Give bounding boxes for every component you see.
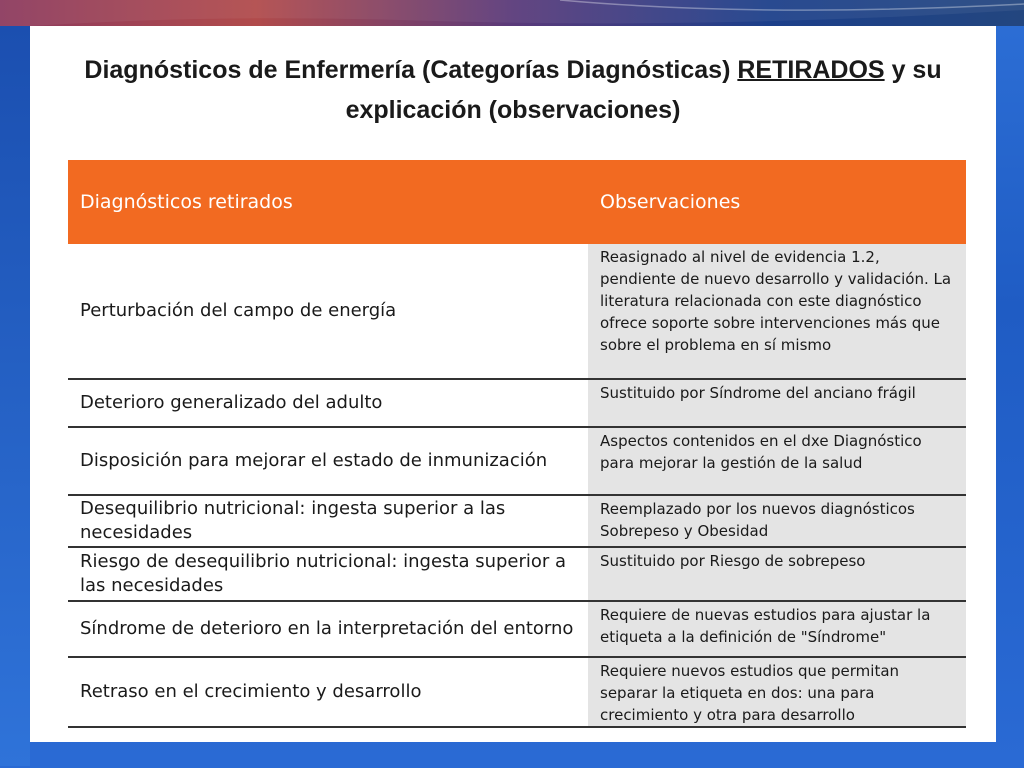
header-observations: Observaciones (600, 191, 741, 213)
title-underlined: RETIRADOS (737, 56, 885, 84)
table-row (68, 428, 966, 496)
observation-cell: Requiere de nuevas estudios para ajustar la etiqueta a la definición de "Síndrome" (588, 602, 966, 656)
diagnosis-cell: Perturbación del campo de energía (80, 300, 397, 321)
observation-cell: Sustituido por Síndrome del anciano frágil (588, 380, 966, 426)
diagnosis-cell: Disposición para mejorar el estado de inmunización (80, 450, 548, 471)
table-header (68, 160, 966, 244)
slide-panel (30, 26, 996, 742)
diagnosis-cell: Deterioro generalizado del adulto (80, 392, 383, 413)
title-part2: y su (891, 56, 942, 84)
slide-title (30, 50, 996, 130)
table-row (68, 496, 966, 548)
table-row (68, 380, 966, 428)
diagnosis-cell: Síndrome de deterioro en la interpretación del entorno (80, 618, 574, 639)
observation-cell: Requiere nuevos estudios que permitan separar la etiqueta en dos: una para crecimiento y otra para desarrollo (588, 658, 966, 726)
observation-cell: Reasignado al nivel de evidencia 1.2, pendiente de nuevo desarrollo y validación. La literatura relacionada con este diagnóstico ofrece soporte sobre intervenciones más que sobre el problema en sí mismo (588, 244, 966, 378)
table-row (68, 658, 966, 728)
table-row (68, 548, 966, 602)
table-row (68, 244, 966, 380)
diagnosis-cell: Desequilibrio nutricional: ingesta superior a las necesidades (80, 498, 506, 543)
observation-cell: Sustituido por Riesgo de sobrepeso (588, 548, 966, 600)
table-row (68, 602, 966, 658)
header-diagnoses: Diagnósticos retirados (80, 191, 293, 213)
left-decorative-band (0, 26, 30, 766)
diagnosis-cell: Riesgo de desequilibrio nutricional: ingesta superior a las necesidades (80, 551, 567, 596)
diagnosis-cell: Retraso en el crecimiento y desarrollo (80, 681, 422, 702)
retired-diagnoses-table (68, 160, 966, 728)
title-line2: explicación (observaciones) (345, 96, 681, 124)
title-part1: Diagnósticos de Enfermería (Categorías Diagnósticas) (84, 56, 731, 84)
observation-cell: Aspectos contenidos en el dxe Diagnóstico para mejorar la gestión de la salud (588, 428, 966, 494)
observation-cell: Reemplazado por los nuevos diagnósticos Sobrepeso y Obesidad (588, 496, 966, 546)
